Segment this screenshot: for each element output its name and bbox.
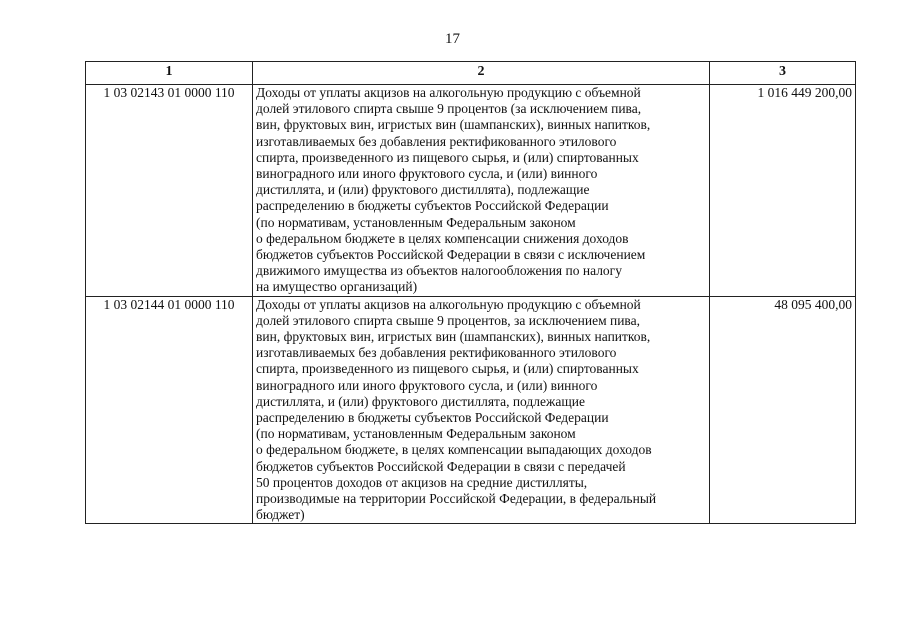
budget-classification-code: 1 03 02143 01 0000 110 [86, 85, 253, 297]
description-line: вин, фруктовых вин, игристых вин (шампанских), винных напитков, [256, 117, 651, 133]
description-line: (по нормативам, установленным Федеральным законом [256, 426, 576, 442]
budget-classification-code: 1 03 02144 01 0000 110 [86, 296, 253, 524]
description-line: дистиллята, и (или) фруктового дистиллята, подлежащие [256, 393, 585, 409]
description-line: производимые на территории Российской Федерации, в федеральный [256, 491, 657, 507]
description-line: на имущество организаций) [256, 279, 418, 295]
description-line: распределению в бюджеты субъектов Российской Федерации [256, 198, 609, 214]
revenue-description [253, 85, 710, 297]
description-line: изготавливаемых без добавления ректификованного этилового [256, 133, 617, 149]
description-line: распределению в бюджеты субъектов Российской Федерации [256, 410, 609, 426]
column-header-code: 1 [86, 62, 253, 85]
column-header-description: 2 [253, 62, 710, 85]
description-line: долей этилового спирта свыше 9 процентов (за исключением пива, [256, 101, 642, 117]
description-line: движимого имущества из объектов налогообложения по налогу [256, 263, 622, 279]
description-line: бюджет) [256, 507, 305, 523]
revenue-amount: 1 016 449 200,00 [710, 85, 856, 297]
description-line: бюджетов субъектов Российской Федерации в связи с передачей [256, 458, 626, 474]
description-line: виноградного или иного фруктового сусла, и (или) винного [256, 377, 598, 393]
column-header-amount: 3 [710, 62, 856, 85]
table-header-row [86, 62, 856, 85]
description-line: спирта, произведенного из пищевого сырья, и (или) спиртованных [256, 361, 639, 377]
description-line: (по нормативам, установленным Федеральным законом [256, 214, 576, 230]
description-line: вин, фруктовых вин, игристых вин (шампанских), винных напитков, [256, 329, 651, 345]
revenue-description [253, 296, 710, 524]
description-line: спирта, произведенного из пищевого сырья, и (или) спиртованных [256, 149, 639, 165]
description-line: о федеральном бюджете в целях компенсации снижения доходов [256, 230, 629, 246]
table-row [86, 296, 856, 524]
description-line: о федеральном бюджете, в целях компенсации выпадающих доходов [256, 442, 652, 458]
page-number: 17 [445, 31, 460, 47]
description-line: Доходы от уплаты акцизов на алкогольную продукцию с объемной [256, 85, 641, 100]
description-line: бюджетов субъектов Российской Федерации в связи с исключением [256, 247, 646, 263]
description-line: виноградного или иного фруктового сусла, и (или) винного [256, 166, 598, 182]
description-line: изготавливаемых без добавления ректификованного этилового [256, 345, 617, 361]
revenue-table [85, 61, 856, 524]
description-line: дистиллята, и (или) фруктового дистиллята), подлежащие [256, 182, 590, 198]
description-line: долей этилового спирта свыше 9 процентов, за исключением пива, [256, 312, 640, 328]
description-line: 50 процентов доходов от акцизов на средние дистилляты, [256, 474, 588, 490]
description-line: Доходы от уплаты акцизов на алкогольную продукцию с объемной [256, 296, 641, 312]
table-row [86, 85, 856, 297]
revenue-amount: 48 095 400,00 [710, 296, 856, 524]
